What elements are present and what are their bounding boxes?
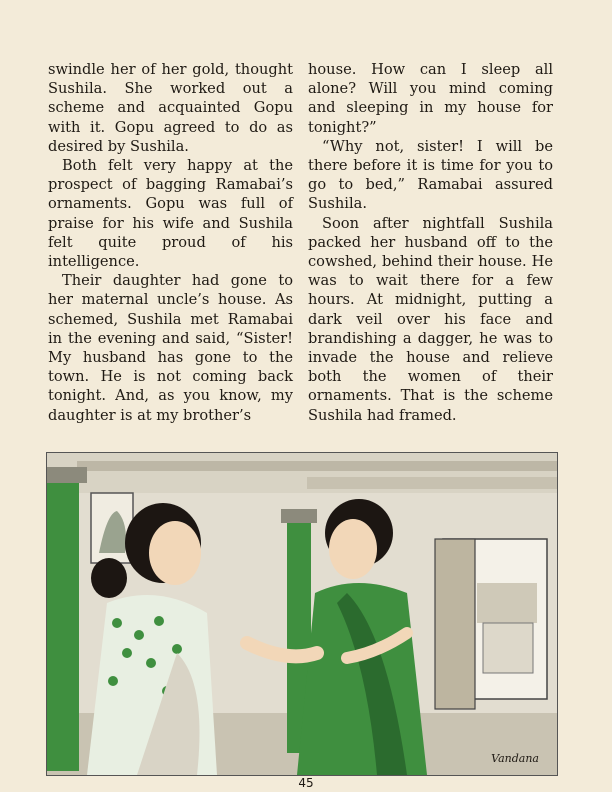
right-column — [308, 60, 553, 425]
paragraph: “Why not, sister! I will be there before it is time for you to go to bed,” Ramabai assured Sushila. — [308, 137, 553, 213]
paragraph: Soon after nightfall Sushila packed her husband off to the cowshed, behind their house. He was to wait there for a few hours. At midnight, putting a dark veil over his face and brandishing a dagger, he was to invade the house and relieve both the women of their ornaments. That is the scheme Sushila had framed. — [308, 214, 553, 424]
story-illustration — [46, 452, 558, 776]
paragraph: Their daughter had gone to her maternal uncle’s house. As schemed, Sushila met Ramabai in the evening and said, “Sister! My husband has gone to the town. He is not coming back tonight. And, as you know, my daughter is at my brother’s — [48, 272, 293, 424]
paragraph: Both felt very happy at the prospect of bagging Ramabai’s ornaments. Gopu was full of praise for his wife and Sushila felt quite proud of his intelligence. — [48, 157, 293, 271]
illustration-drawing — [47, 453, 557, 775]
paragraph: house. How can I sleep all alone? Will you mind coming and sleeping in my house for tonight?” — [308, 61, 553, 136]
page-number: 45 — [298, 776, 314, 790]
left-column — [48, 60, 293, 425]
artist-signature: Vandana — [491, 752, 539, 765]
paragraph: swindle her of her gold, thought Sushila. She worked out a scheme and acquainted Gopu with it. Gopu agreed to do as desired by Sushila. — [48, 61, 293, 155]
